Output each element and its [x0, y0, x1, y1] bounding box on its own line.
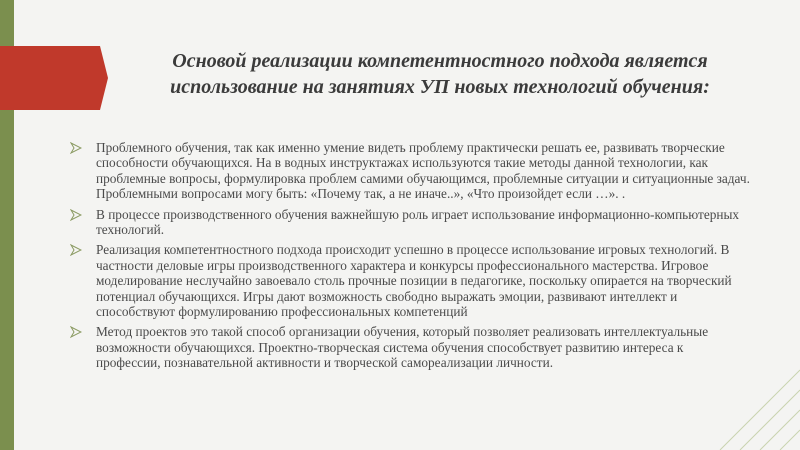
slide-title	[100, 48, 780, 100]
bullet-text: Метод проектов это такой способ организации обучения, который позволяет реализовать интеллектуальные возможности обучающихся. Проектно-творческая система обучения способствует развитию интереса к профессии, познавательной активности и творческой самореализации личности.	[96, 324, 709, 371]
title-accent-band	[0, 46, 100, 110]
slide-title-line-2: использование на занятиях УП новых технологий обучения:	[170, 76, 710, 98]
bullet-item	[70, 324, 750, 370]
bullet-list	[70, 140, 750, 376]
slide-title-line-1: Основой реализации компетентностного подхода является	[172, 50, 708, 72]
arrow-bullet-icon	[70, 326, 82, 338]
bullet-text: В процессе производственного обучения важнейшую роль играет использование информационно-компьютерных технологий.	[96, 206, 740, 238]
arrow-bullet-icon	[70, 244, 82, 256]
bullet-text: Проблемного обучения, так как именно умение видеть проблему практически решать ее, развивать творческие способности обучающихся. На в водных инструктажах используются такие методы данной технологии, как проблемные вопросы, формулировка проблем самими обучающимся, проблемные ситуации и ситуационные задач. Проблемными вопросами могу быть: «Почему так, а не иначе..», «Что произойдет если …». .	[96, 140, 750, 202]
bullet-item	[70, 207, 750, 238]
bullet-text: Реализация компетентностного подхода происходит успешно в процессе использование игровых технологий. В частности деловые игры производственного характера и конкурсы профессионального мастерства. Игровое моделирование неслучайно завоевало столь прочные позиции в педагогике, поскольку опирается на творческий потенциал обучающихся. Игры дают возможность свободно выражать эмоции, развивают интеллект и способствуют формулированию профессиональных компетенций	[96, 242, 732, 320]
arrow-bullet-icon	[70, 142, 82, 154]
bullet-item	[70, 242, 750, 319]
arrow-bullet-icon	[70, 209, 82, 221]
bullet-item	[70, 140, 750, 202]
